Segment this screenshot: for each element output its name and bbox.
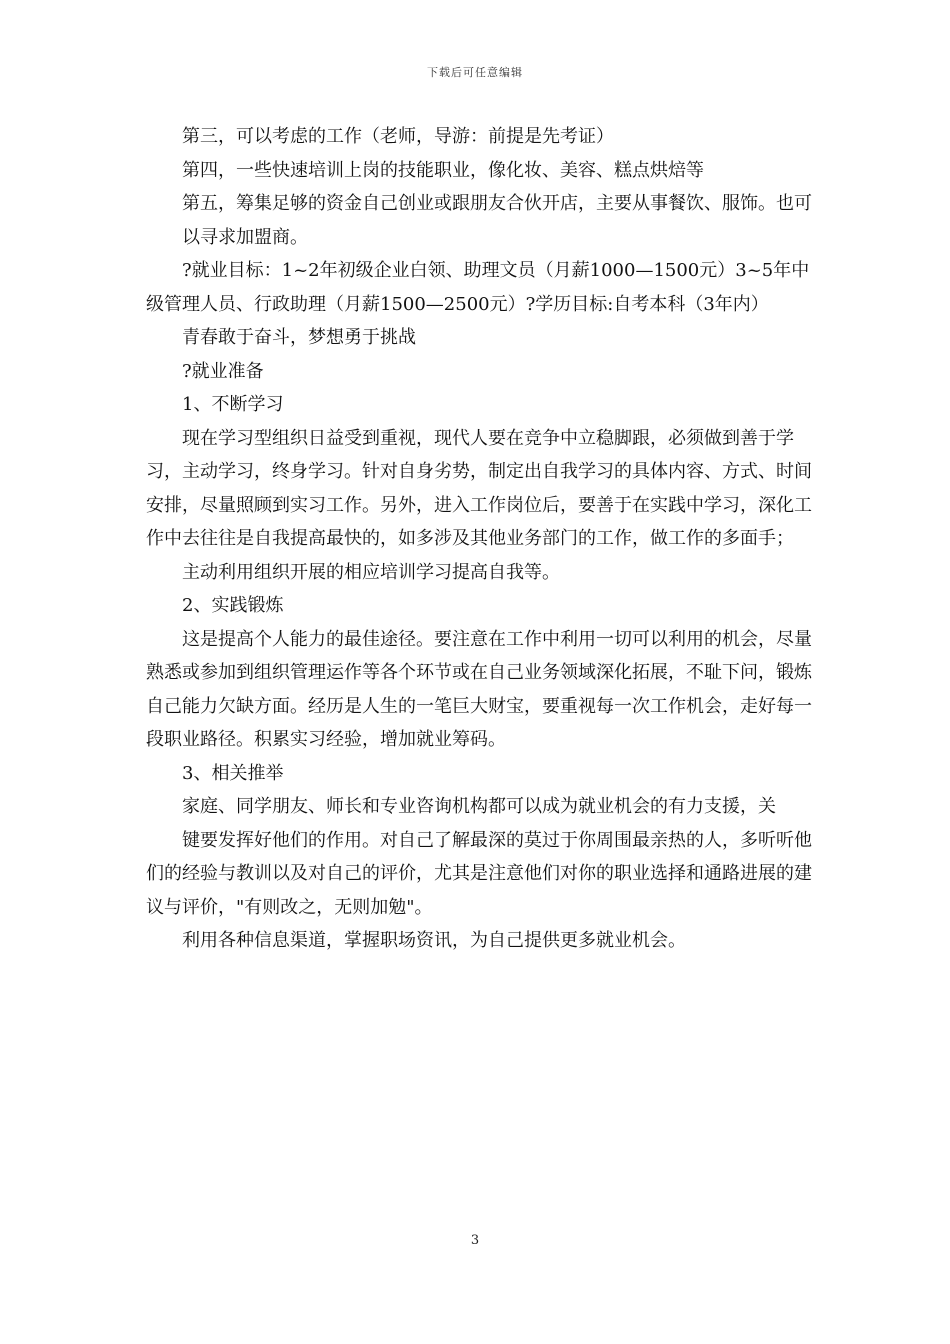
paragraph: 第五，筹集足够的资金自己创业或跟朋友合伙开店，主要从事餐饮、服饰。也可	[182, 193, 812, 214]
page-number: 3	[470, 1233, 480, 1248]
paragraph: 第三，可以考虑的工作（老师，导游：前提是先考证）	[182, 126, 614, 147]
document-body	[146, 120, 818, 958]
paragraph: 利用各种信息渠道，掌握职场资讯，为自己提供更多就业机会。	[182, 930, 686, 951]
paragraph: 青春敢于奋斗，梦想勇于挑战	[182, 327, 416, 348]
subsection-heading: 3、相关推举	[182, 762, 284, 784]
page-header: 下载后可任意编辑	[427, 66, 523, 79]
paragraph: 这是提高个人能力的最佳途径。要注意在工作中利用一切可以利用的机会，尽量熟悉或参加到组织管理运作等各个环节或在自己业务领域深化拓展，不耻下问，锻炼自己能力欠缺方面。经历是人生的一笔巨大财宝，要重视每一次工作机会，走好每一段职业路径。积累实习经验，增加就业筹码。	[146, 628, 812, 750]
paragraph: 第四，一些快速培训上岗的技能职业，像化妆、美容、糕点烘焙等	[182, 159, 704, 181]
subsection-heading: 1、不断学习	[182, 394, 284, 415]
paragraph: 主动利用组织开展的相应培训学习提高自我等。	[182, 561, 560, 583]
paragraph: 键要发挥好他们的作用。对自己了解最深的莫过于你周围最亲热的人，多听听他们的经验与教训以及对自己的评价，尤其是注意他们对你的职业选择和通路进展的建议与评价，"有则改之，无则加勉"。	[146, 829, 812, 918]
paragraph: 以寻求加盟商。	[182, 226, 308, 248]
paragraph: ?就业目标：1~2年初级企业白领、助理文员（月薪1000—1500元）3~5年中级管理人员、行政助理（月薪1500—2500元）?学历目标:自考本科（3年内）	[146, 260, 810, 315]
paragraph: 家庭、同学朋友、师长和专业咨询机构都可以成为就业机会的有力支援，关	[182, 796, 776, 817]
section-heading: ?就业准备	[182, 360, 264, 382]
paragraph: 现在学习型组织日益受到重视，现代人要在竞争中立稳脚跟，必须做到善于学习，主动学习，终身学习。针对自身劣势，制定出自我学习的具体内容、方式、时间安排，尽量照顾到实习工作。另外，进入工作岗位后，要善于在实践中学习，深化工作中去往往是自我提高最快的，如多涉及其他业务部门的工作，做工作的多面手；	[146, 427, 812, 549]
subsection-heading: 2、实践锻炼	[182, 595, 284, 616]
